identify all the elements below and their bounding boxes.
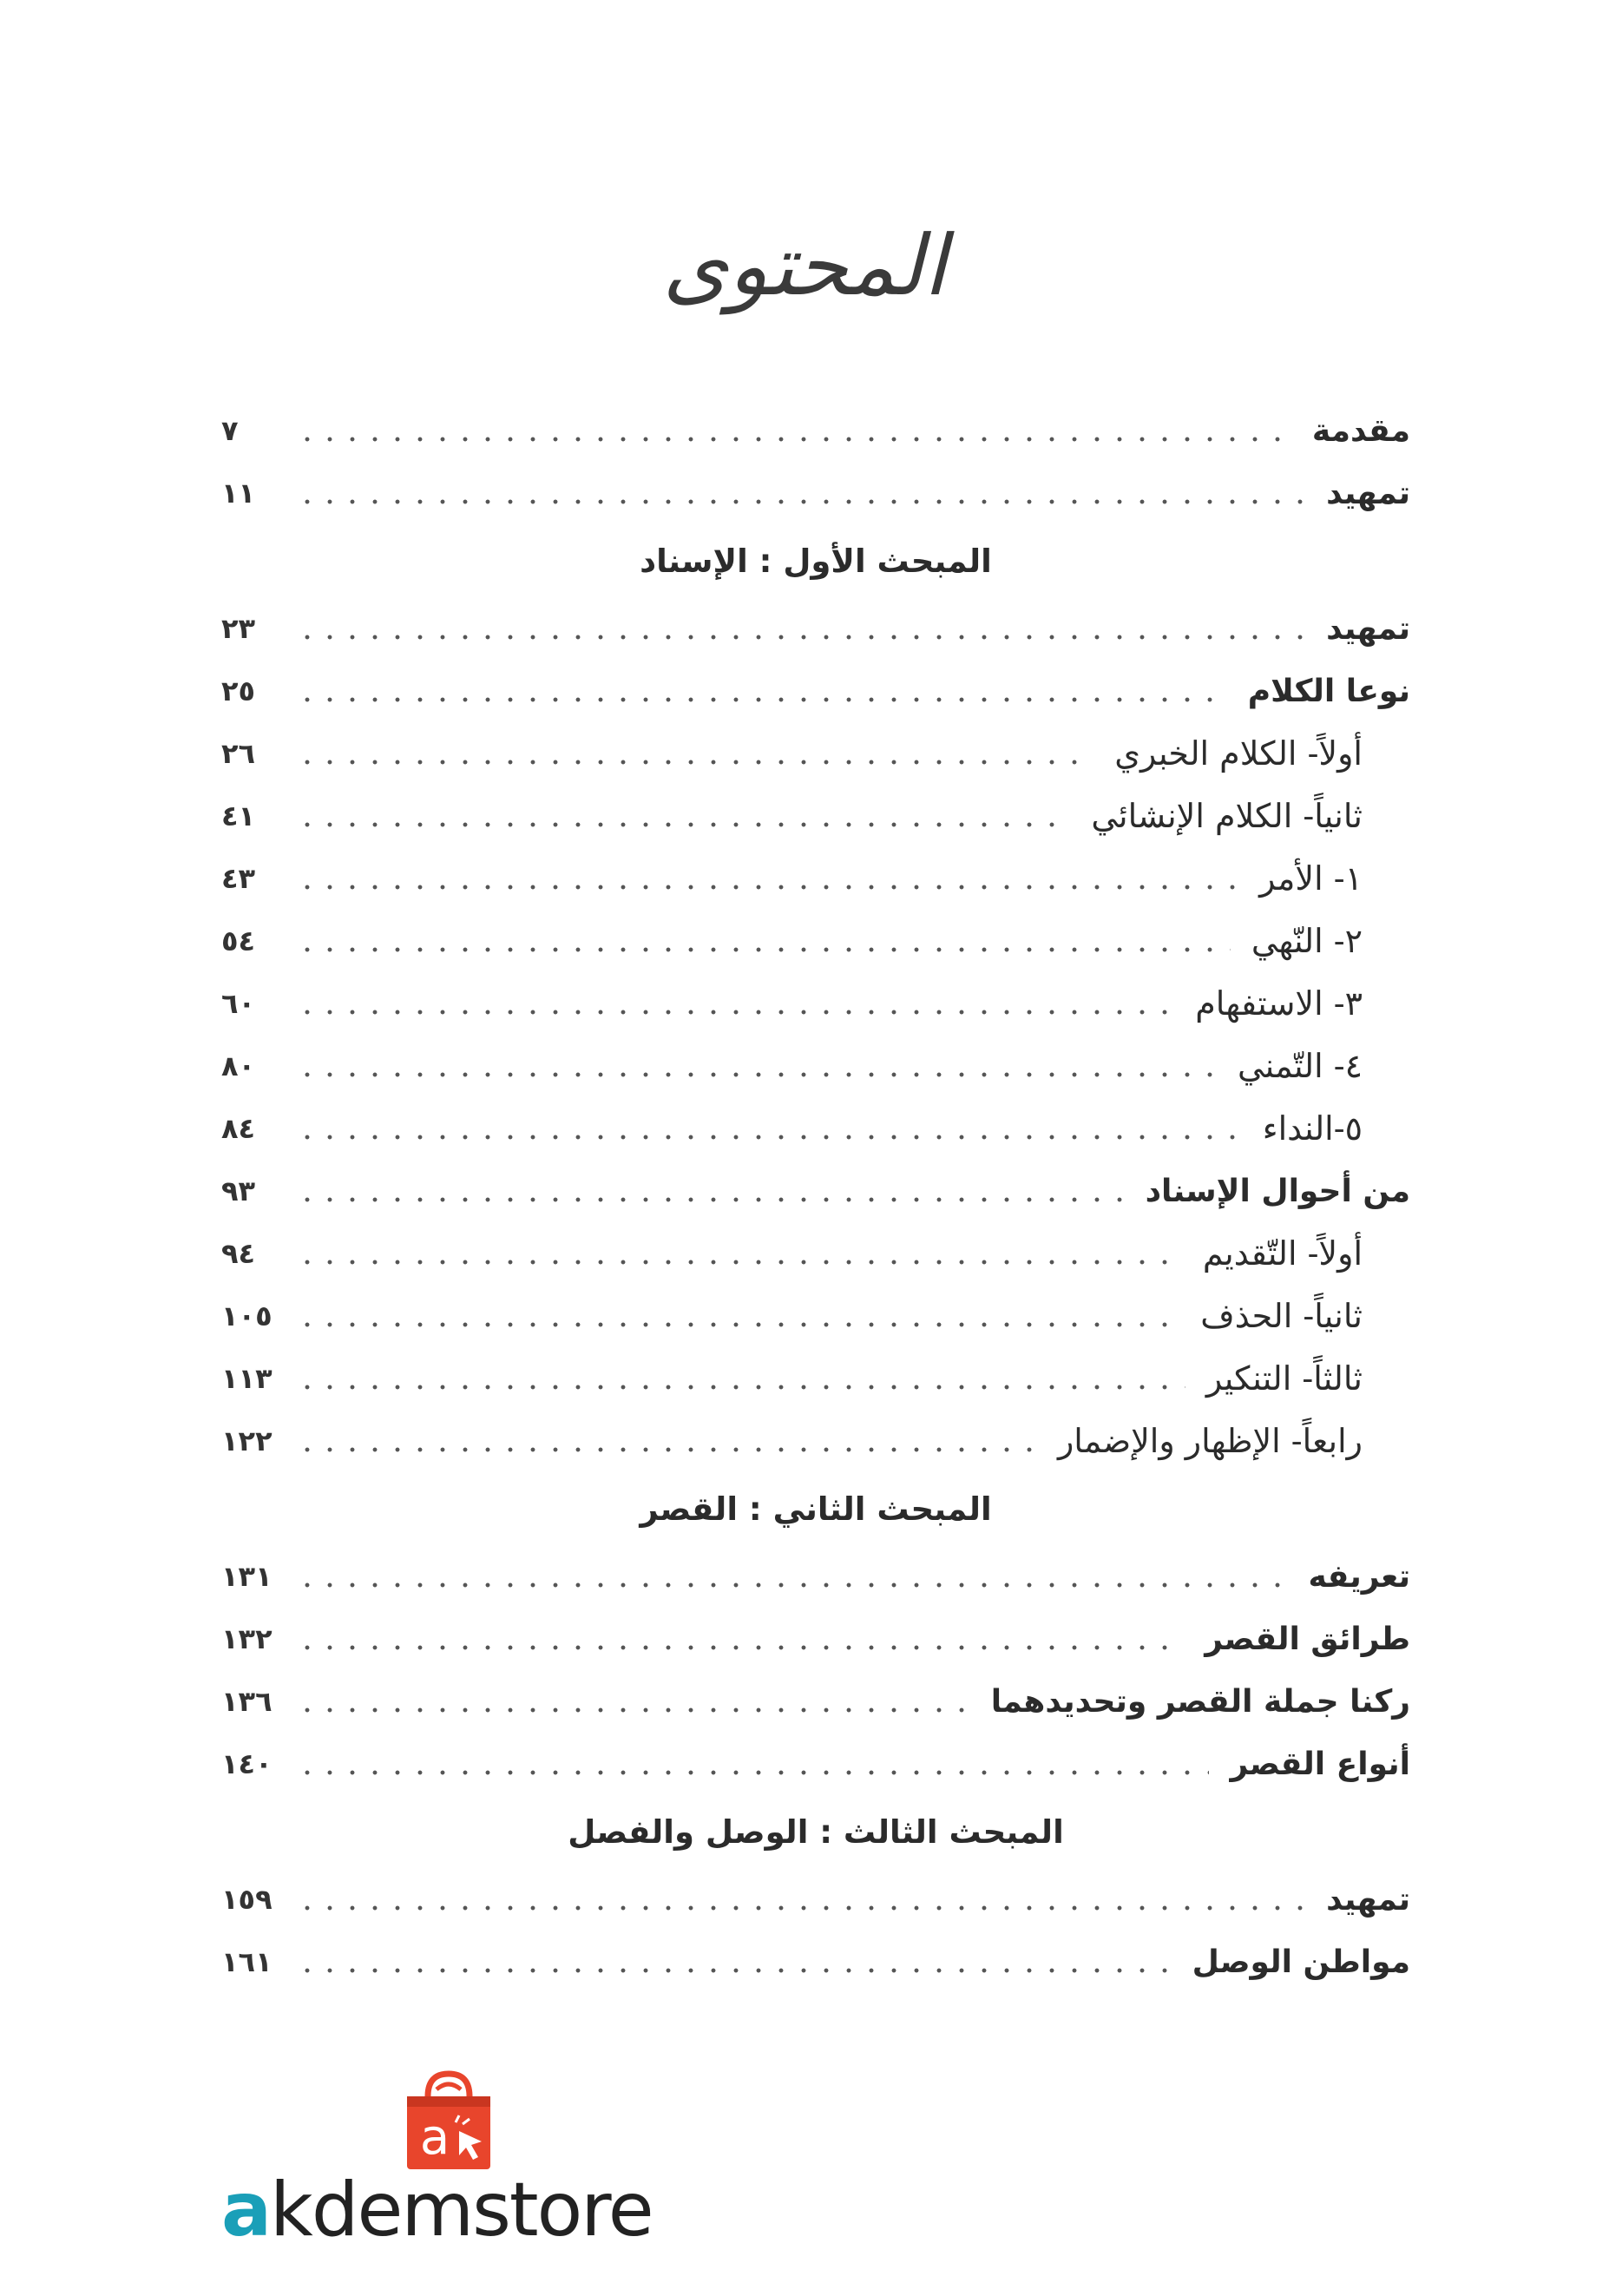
brand-rest: kdemstore	[270, 2167, 653, 2253]
akdemstore-logo	[221, 2070, 690, 2253]
toc-page-number: ١١٣	[221, 1362, 273, 1395]
toc-page-number: ٨٤	[221, 1112, 256, 1145]
dot-leader	[296, 822, 1070, 827]
toc-entry-title: مقدمة	[1297, 413, 1410, 449]
toc-entry	[221, 1035, 1410, 1097]
toc-page-number: ٩٣	[221, 1174, 256, 1207]
dot-leader	[296, 885, 1238, 890]
section-heading: المبحث الأول : الإسناد	[640, 542, 992, 580]
dot-leader	[296, 1905, 1305, 1911]
toc-page-number: ٢٥	[221, 674, 256, 707]
toc-entry	[221, 910, 1410, 972]
dot-leader	[296, 697, 1227, 702]
toc-entry	[221, 1410, 1410, 1472]
toc-entry	[221, 847, 1410, 910]
toc-page-number: ٥٤	[221, 924, 256, 957]
dot-leader	[296, 1322, 1179, 1327]
dot-leader	[296, 1968, 1172, 1973]
toc-entry-title: ثانياً- الحذف	[1185, 1297, 1363, 1335]
dot-leader	[296, 1260, 1182, 1265]
toc-entry-title: ٤- التّمني	[1222, 1047, 1363, 1085]
toc-entry-title: ثانياً- الكلام الإنشائي	[1075, 797, 1363, 835]
dot-leader	[296, 1770, 1209, 1775]
toc-entry-title: تمهيد	[1310, 611, 1410, 647]
dot-leader	[296, 1645, 1184, 1650]
toc-page-number: ٨٠	[221, 1049, 256, 1082]
toc-entry-title: مواطن الوصل	[1177, 1944, 1410, 1980]
toc-page-number: ١٣٢	[221, 1622, 273, 1655]
dot-leader	[296, 499, 1305, 504]
toc-entry	[221, 1608, 1410, 1670]
toc-page-number: ١٢٢	[221, 1424, 273, 1457]
toc-entry	[221, 1868, 1410, 1931]
toc-entry	[221, 1733, 1410, 1795]
toc-entry	[221, 1097, 1410, 1160]
dot-leader	[296, 1197, 1125, 1202]
toc-page-number: ٤١	[221, 799, 256, 832]
toc-page-number: ٦٠	[221, 987, 256, 1020]
toc-entry-title: أنواع القصر	[1214, 1747, 1410, 1782]
toc-entry	[221, 1222, 1410, 1285]
dot-leader	[296, 947, 1231, 952]
toc-entry-title: طرائق القصر	[1189, 1622, 1410, 1657]
toc-entry	[221, 1285, 1410, 1347]
toc-entry	[221, 785, 1410, 847]
toc-page-number: ٢٣	[221, 612, 256, 645]
toc-entry	[221, 1931, 1410, 1993]
toc-entry	[221, 1160, 1410, 1222]
toc-entry	[221, 972, 1410, 1035]
shopping-bag-icon	[402, 2070, 496, 2173]
toc-entry	[221, 722, 1410, 785]
toc-entry-title: تمهيد	[1310, 476, 1410, 511]
toc-entry-title: أولاً- الكلام الخبري	[1099, 734, 1363, 773]
toc-page-number: ١٣١	[221, 1560, 273, 1593]
toc-entry	[221, 1670, 1410, 1733]
table-of-contents	[221, 399, 1410, 1993]
dot-leader	[296, 437, 1291, 442]
dot-leader	[296, 1135, 1242, 1140]
section-heading: المبحث الثالث : الوصل والفصل	[568, 1812, 1064, 1851]
dot-leader	[296, 1582, 1288, 1588]
dot-leader	[296, 1447, 1037, 1452]
toc-page-number: ٩٤	[221, 1237, 256, 1270]
dot-leader	[296, 760, 1093, 765]
page-title: المحتوى	[662, 217, 947, 314]
dot-leader	[296, 1707, 970, 1713]
toc-entry-title: أولاً- التّقديم	[1187, 1234, 1363, 1273]
toc-entry	[221, 1347, 1410, 1410]
toc-entry-title: ٢- النّهي	[1236, 922, 1363, 960]
toc-entry-title: رابعاً- الإظهار والإضمار	[1042, 1422, 1363, 1460]
dot-leader	[296, 635, 1305, 640]
toc-page-number: ٢٦	[221, 737, 256, 770]
toc-entry-title: تمهيد	[1310, 1882, 1410, 1918]
toc-entry	[221, 597, 1410, 660]
toc-entry-title: ثالثاً- التنكير	[1191, 1359, 1363, 1398]
toc-entry-title: نوعا الكلام	[1232, 674, 1410, 709]
dot-leader	[296, 1385, 1185, 1390]
brand-prefix: a	[221, 2167, 271, 2253]
toc-page-number: ١٣٦	[221, 1685, 273, 1718]
brand-wordmark	[221, 2167, 653, 2253]
toc-entry	[221, 660, 1410, 722]
bag-letter: a	[419, 2109, 450, 2166]
toc-entry-title: من أحوال الإسناد	[1130, 1174, 1410, 1209]
toc-page-number: ١٦١	[221, 1945, 273, 1978]
toc-entry	[221, 462, 1410, 524]
section-heading: المبحث الثاني : القصر	[640, 1490, 992, 1528]
dot-leader	[296, 1010, 1174, 1015]
toc-page-number: ١٤٠	[221, 1747, 273, 1780]
toc-entry-title: ركنا جملة القصر وتحديدهما	[975, 1684, 1410, 1720]
toc-page-number: ٤٣	[221, 862, 256, 895]
dot-leader	[296, 1072, 1217, 1077]
toc-page-number: ١٥٩	[221, 1883, 273, 1916]
toc-entry-title: ٥-النداء	[1247, 1109, 1363, 1148]
toc-entry-title: تعريفه	[1293, 1559, 1411, 1595]
toc-page-number: ٧	[221, 414, 239, 447]
toc-page-number: ١٠٥	[221, 1299, 273, 1332]
toc-entry-title: ١- الأمر	[1244, 859, 1363, 898]
toc-entry	[221, 399, 1410, 462]
toc-entry	[221, 1545, 1410, 1608]
toc-entry-title: ٣- الاستفهام	[1179, 984, 1363, 1023]
toc-page-number: ١١	[221, 477, 256, 510]
